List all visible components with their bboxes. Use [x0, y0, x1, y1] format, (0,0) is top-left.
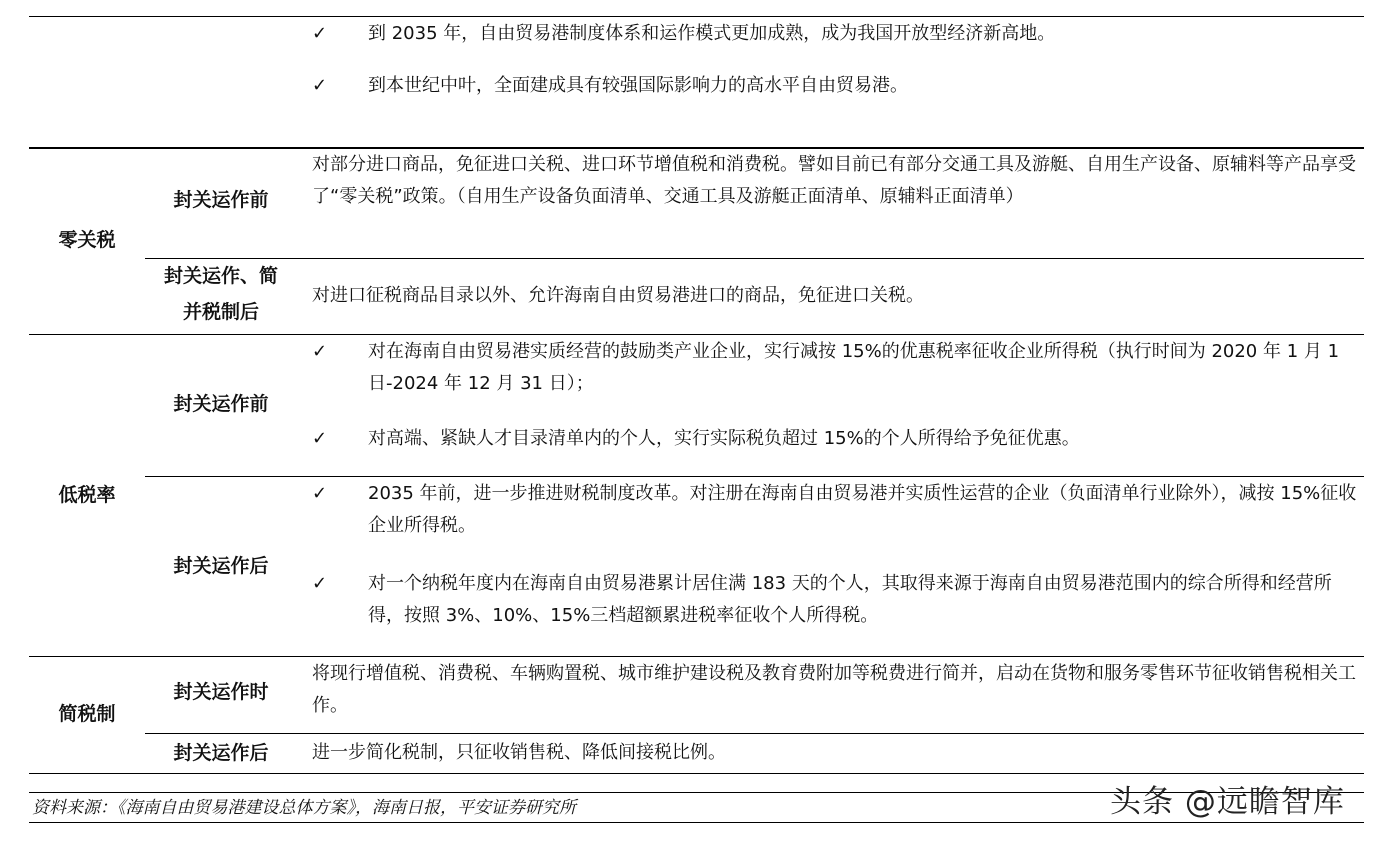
check-icon: ✓ [312, 483, 328, 504]
check-icon: ✓ [312, 573, 328, 594]
zero-tariff-sub-divider [145, 258, 1364, 259]
check-icon: ✓ [312, 75, 328, 96]
simple-tax-after-label: 封关运作后 [173, 742, 269, 764]
check-icon: ✓ [312, 428, 328, 449]
source-note: 资料来源：《海南自由贸易港建设总体方案》，海南日报，平安证券研究所 [32, 798, 576, 818]
category-simple-tax: 简税制 [58, 703, 116, 725]
table-bottom-rule [29, 773, 1364, 774]
check-icon: ✓ [312, 23, 328, 44]
zero-tariff-before-text: 对部分进口商品，免征进口关税、进口环节增值税和消费税。譬如目前已有部分交通工具及游艇、自用生产设备、原辅料等产品享受了“零关税”政策。（自用生产设备负面清单、交通工具及游艇正面清单、原辅料正面清单） [312, 154, 1356, 207]
zero-tariff-after-label-line2: 并税制后 [182, 301, 259, 323]
low-rate-talent-text: 对高端、紧缺人才目录清单内的个人，实行实际税负超过 15%的个人所得给予免征优惠。 [368, 428, 1080, 449]
category-zero-tariff: 零关税 [58, 229, 116, 251]
goal-mid-century-text: 到本世纪中叶，全面建成具有较强国际影响力的高水平自由贸易港。 [368, 75, 908, 96]
zero-tariff-after-text: 对进口征税商品目录以外、允许海南自由贸易港进口的商品，免征进口关税。 [312, 285, 924, 306]
goal-2035-text: 到 2035 年，自由贸易港制度体系和运作模式更加成熟，成为我国开放型经济新高地。 [368, 23, 1056, 44]
low-rate-before-label: 封关运作前 [173, 393, 269, 415]
simple-tax-during-text: 将现行增值税、消费税、车辆购置税、城市维护建设税及教育费附加等税费进行简并，启动在货物和服务零售环节征收销售税相关工作。 [312, 663, 1356, 716]
simple-tax-sub-divider [145, 733, 1364, 734]
category-low-rate: 低税率 [58, 484, 116, 506]
low-rate-individual-text: 对一个纳税年度内在海南自由贸易港累计居住满 183 天的个人，其取得来源于海南自由贸易港范围内的综合所得和经营所得，按照 3%、10%、15%三档超额累进税率征收个人所得税。 [368, 573, 1332, 626]
check-icon: ✓ [312, 341, 328, 362]
zero-tariff-after-label-line1: 封关运作、简 [163, 265, 278, 287]
watermark: 头条 @远瞻智库 [1110, 784, 1345, 820]
low-rate-after-label: 封关运作后 [173, 555, 269, 577]
simple-tax-after-text: 进一步简化税制，只征收销售税、降低间接税比例。 [312, 742, 726, 763]
top-rule [29, 16, 1364, 17]
zero-tariff-before-label: 封关运作前 [173, 189, 269, 211]
section-divider-simple-tax [29, 656, 1364, 657]
low-rate-enterprise-text: 对在海南自由贸易港实质经营的鼓励类产业企业，实行减按 15%的优惠税率征收企业所得税（执行时间为 2020 年 1 月 1 日-2024 年 12 月 31 日）； [368, 341, 1340, 394]
simple-tax-during-label: 封关运作时 [173, 681, 269, 703]
low-rate-sub-divider [145, 476, 1364, 477]
section-divider-low-rate [29, 334, 1364, 335]
low-rate-2035-text: 2035 年前，进一步推进财税制度改革。对注册在海南自由贸易港并实质性运营的企业（负面清单行业除外），减按 15%征收企业所得税。 [368, 483, 1357, 536]
